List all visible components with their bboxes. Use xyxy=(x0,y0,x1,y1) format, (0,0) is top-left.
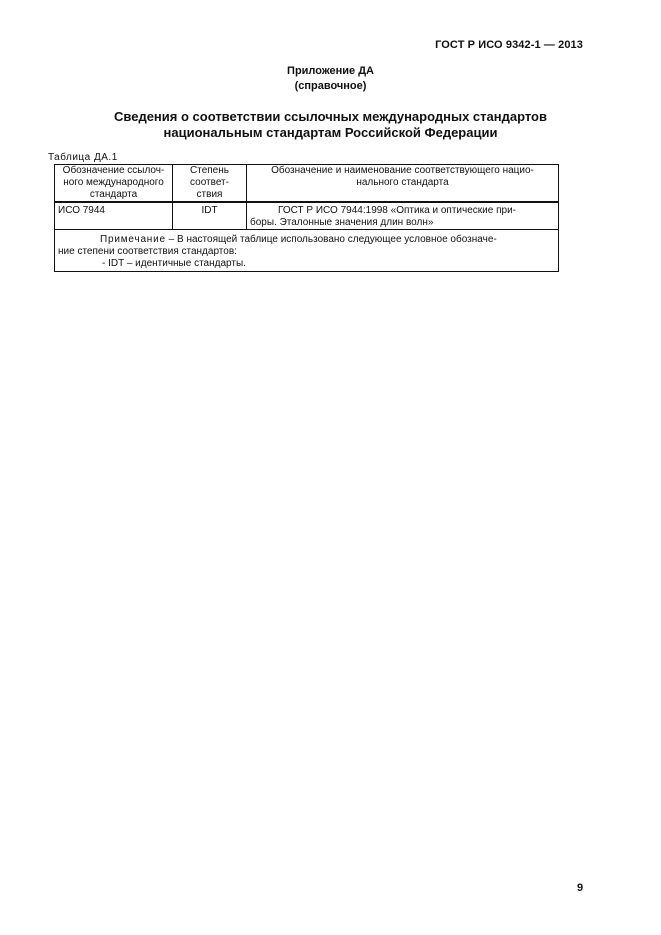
table-note xyxy=(55,230,559,272)
document-code-header: ГОСТ Р ИСО 9342-1 — 2013 xyxy=(435,39,583,51)
cell-degree: IDT xyxy=(173,202,247,230)
header-text: Обозначение ссылоч- xyxy=(62,165,165,176)
title-line-1: Сведения о соответствии ссылочных международных стандартов xyxy=(114,109,547,124)
header-text: ствия xyxy=(196,189,223,200)
header-degree xyxy=(173,165,247,203)
header-text: Обозначение и наименование соответствующего нацио- xyxy=(271,165,534,176)
note-line-2: ние степени соответствия стандартов: xyxy=(58,246,237,257)
appendix-type: (справочное) xyxy=(294,80,367,92)
note-line-1 xyxy=(58,234,555,246)
header-iso-designation xyxy=(55,165,173,203)
appendix-name: Приложение ДА xyxy=(287,65,374,77)
note-label: Примечание xyxy=(100,234,166,245)
cell-gost xyxy=(247,202,559,230)
note-text: – В настоящей таблице использовано следующее условное обозначе- xyxy=(165,234,497,245)
table-row xyxy=(55,202,559,230)
document-title xyxy=(0,109,661,141)
gost-line-2: боры. Эталонные значения длин волн» xyxy=(250,217,434,228)
correspondence-table xyxy=(54,164,559,272)
cell-iso: ИСО 7944 xyxy=(55,202,173,230)
table-header-row xyxy=(55,165,559,203)
note-text: - IDT – идентичные стандарты. xyxy=(102,258,246,269)
table-caption: Таблица ДА.1 xyxy=(48,152,118,163)
note-line-3 xyxy=(58,258,555,270)
header-text: соответ- xyxy=(190,177,229,188)
header-text: ного международного xyxy=(63,177,164,188)
table-note-row xyxy=(55,230,559,272)
header-text: Степень xyxy=(190,165,229,176)
page-number: 9 xyxy=(577,882,584,894)
gost-line-1 xyxy=(250,205,555,217)
gost-text: ГОСТ Р ИСО 7944:1998 «Оптика и оптические при- xyxy=(278,205,516,216)
title-line-2: национальным стандартам Российской Федерации xyxy=(163,125,498,140)
header-national-standard xyxy=(247,165,559,203)
appendix-heading xyxy=(0,64,661,94)
header-text: нального стандарта xyxy=(356,177,449,188)
header-text: стандарта xyxy=(89,189,138,200)
